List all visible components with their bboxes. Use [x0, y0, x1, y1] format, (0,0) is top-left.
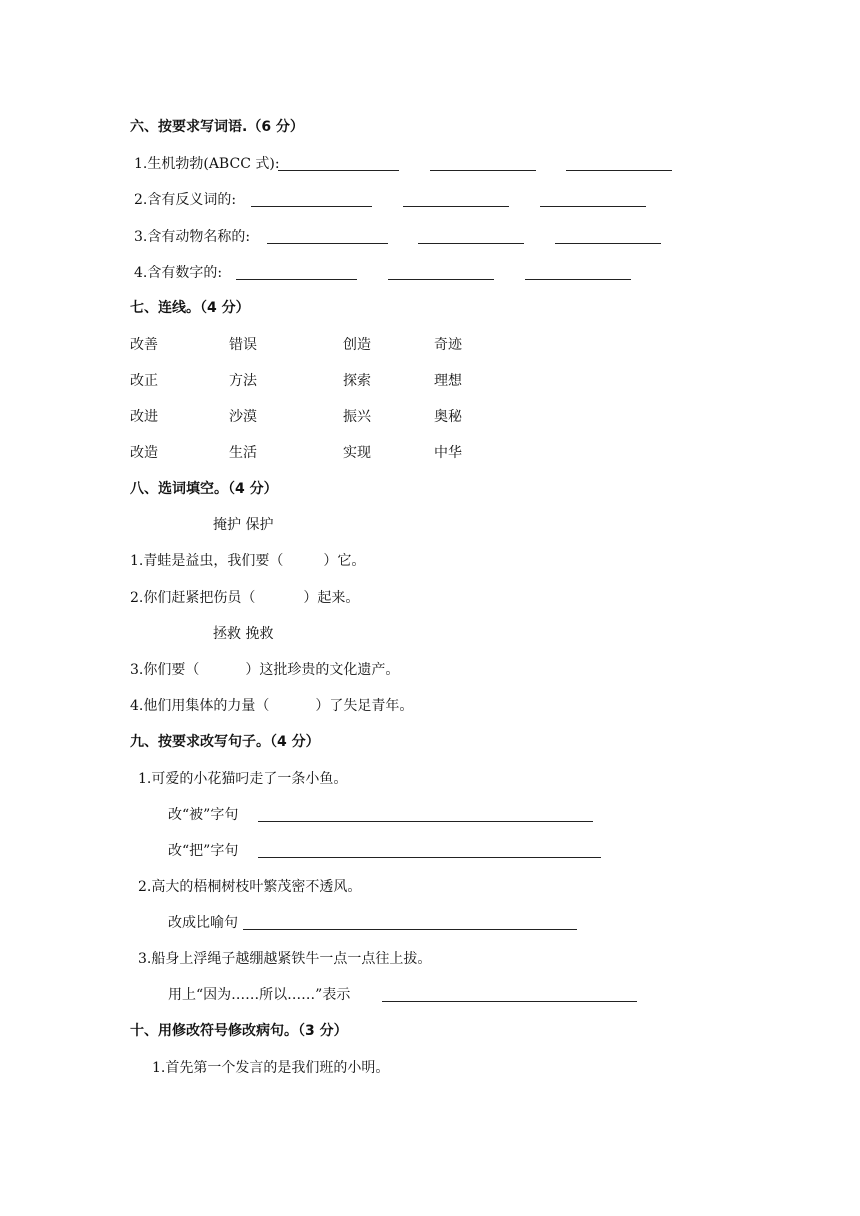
match-word[interactable]: 探索: [343, 373, 371, 389]
faulty-sentence-1: 1.首先第一个发言的是我们班的小明。: [152, 1060, 390, 1076]
rewrite-prompt-bei: 改“被”字句: [168, 807, 239, 823]
match-word[interactable]: 奇迹: [434, 337, 462, 353]
answer-line-ba[interactable]: [258, 857, 601, 858]
answer-line-bei[interactable]: [258, 821, 593, 822]
rewrite-sentence-2: 2.高大的梧桐树枝叶繁茂密不透风。: [138, 879, 362, 895]
match-word[interactable]: 奥秘: [434, 409, 462, 425]
answer-blank-4a[interactable]: [236, 279, 357, 280]
rewrite-prompt-because: 用上“因为……所以……”表示: [168, 987, 351, 1003]
match-word[interactable]: 实现: [343, 445, 371, 461]
answer-blank-1b[interactable]: [430, 170, 536, 171]
word-choices-1: 掩护 保护: [213, 517, 274, 533]
match-word[interactable]: 错误: [229, 337, 257, 353]
section-8-title: 八、选词填空。（4 分）: [130, 481, 278, 497]
sec6-item-4: 4.含有数字的:: [134, 265, 223, 281]
word-choices-2: 拯救 挽救: [213, 626, 274, 642]
match-word[interactable]: 理想: [434, 373, 462, 389]
answer-blank-3b[interactable]: [418, 243, 524, 244]
fill-question-4: 4.他们用集体的力量（ ）了失足青年。: [130, 698, 414, 714]
answer-blank-3a[interactable]: [267, 243, 388, 244]
answer-blank-4b[interactable]: [388, 279, 494, 280]
answer-blank-2a[interactable]: [251, 206, 372, 207]
rewrite-sentence-1: 1.可爱的小花猫叼走了一条小鱼。: [138, 771, 348, 787]
section-10-title: 十、用修改符号修改病句。（3 分）: [130, 1023, 348, 1039]
sec6-item-2: 2.含有反义词的:: [134, 192, 237, 208]
rewrite-sentence-3: 3.船身上浮绳子越绷越紧铁牛一点一点往上拔。: [138, 951, 432, 967]
answer-blank-2c[interactable]: [540, 206, 646, 207]
rewrite-prompt-ba: 改“把”字句: [168, 843, 239, 859]
answer-blank-4c[interactable]: [525, 279, 631, 280]
section-9-title: 九、按要求改写句子。（4 分）: [130, 734, 320, 750]
match-word[interactable]: 创造: [343, 337, 371, 353]
match-word[interactable]: 沙漠: [229, 409, 257, 425]
fill-question-2: 2.你们赶紧把伤员（ ）起来。: [130, 590, 360, 606]
sec6-item-1: 1.生机勃勃(ABCC 式):: [134, 156, 280, 172]
rewrite-prompt-metaphor: 改成比喻句: [168, 915, 238, 931]
fill-question-1: 1.青蛙是益虫，我们要（ ）它。: [130, 553, 366, 569]
match-word[interactable]: 振兴: [343, 409, 371, 425]
match-word[interactable]: 中华: [434, 445, 462, 461]
answer-line-because[interactable]: [382, 1001, 637, 1002]
answer-blank-1a[interactable]: [278, 170, 399, 171]
match-word[interactable]: 生活: [229, 445, 257, 461]
match-word[interactable]: 改善: [130, 337, 158, 353]
answer-blank-3c[interactable]: [555, 243, 661, 244]
section-7-title: 七、连线。（4 分）: [130, 300, 250, 316]
match-word[interactable]: 改造: [130, 445, 158, 461]
fill-question-3: 3.你们要（ ）这批珍贵的文化遗产。: [130, 662, 400, 678]
answer-blank-1c[interactable]: [566, 170, 672, 171]
section-6-title: 六、按要求写词语.（6 分）: [130, 119, 304, 135]
match-word[interactable]: 方法: [229, 373, 257, 389]
sec6-item-3: 3.含有动物名称的:: [134, 229, 251, 245]
answer-blank-2b[interactable]: [403, 206, 509, 207]
match-word[interactable]: 改进: [130, 409, 158, 425]
answer-line-metaphor[interactable]: [243, 929, 577, 930]
match-word[interactable]: 改正: [130, 373, 158, 389]
